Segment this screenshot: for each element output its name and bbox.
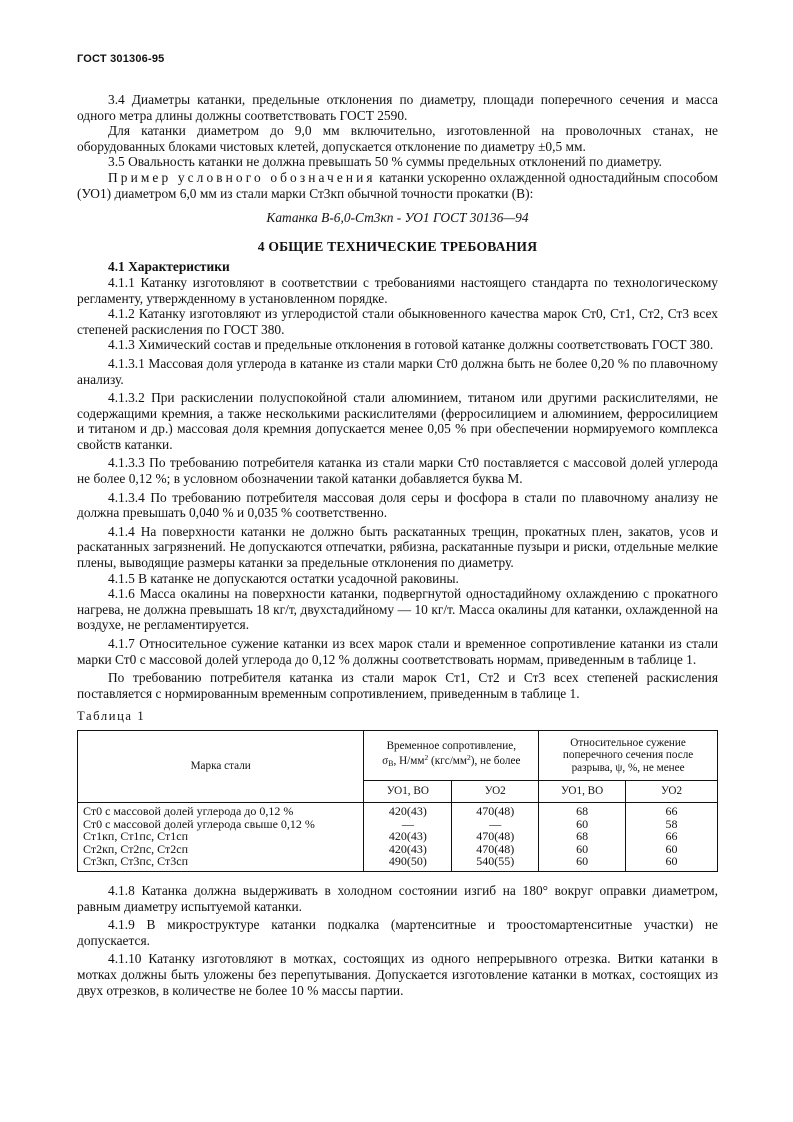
cell-grade: Ст0 с массовой долей углерода свыше 0,12 % [78, 818, 364, 831]
cell-strength-uo1: 420(43) [364, 830, 452, 843]
cell-narrowing-uo2: 66 [626, 830, 718, 843]
para-4-1-10: 4.1.10 Катанку изготовляют в мотках, состоящих из одного непрерывного отрезка. Витки катанки в мотках должны быть уложены без перепутывания. Допускается изготовление катанки в мотках, состоящих из двух отрезков, в количестве не более 10 % массы партии. [77, 951, 718, 998]
para-4-1-7: 4.1.7 Относительное сужение катанки из всех марок стали и временное сопротивление катанки из стали марки Ст0 с массовой долей углерода до 0,12 % должны соответствовать нормам, приведенным в таблице 1. [77, 636, 718, 667]
example-label: Пример условного обозначения [108, 169, 376, 185]
para-4-1-5: 4.1.5 В катанке не допускаются остатки усадочной раковины. [108, 570, 459, 586]
example-designation: Катанка В-6,0-Ст3кп - УО1 ГОСТ 30136—94 [266, 210, 529, 226]
col-header-strength [364, 730, 539, 780]
table-row [78, 830, 718, 843]
cell-strength-uo1: — [364, 818, 452, 831]
para-4-1-3-3: 4.1.3.3 По требованию потребителя катанка из стали марки Ст0 поставляется с массовой долей углерода не более 0,12 %; в условном обозначении такой катанки добавляется буква М. [77, 455, 718, 487]
col-header-strength-c: (кгс/мм [428, 755, 467, 768]
col-header-strength-sup1: 2 [424, 753, 429, 763]
cell-strength-uo2: 470(48) [452, 802, 539, 817]
cell-strength-uo1: 420(43) [364, 802, 452, 817]
cell-grade: Ст2кп, Ст2пс, Ст2сп [78, 843, 364, 856]
subheader-strength-uo2: УО2 [452, 780, 539, 802]
cell-strength-uo1: 420(43) [364, 843, 452, 856]
cell-narrowing-uo2: 60 [626, 855, 718, 871]
cell-narrowing-uo2: 66 [626, 802, 718, 817]
para-4-1-8: 4.1.8 Катанка должна выдерживать в холодном состоянии изгиб на 180° вокруг оправки диаметром, равным диаметру испытуемой катанки. [77, 882, 718, 914]
para-4-1-7-extra: По требованию потребителя катанка из стали марок Ст1, Ст2 и Ст3 всех степеней раскисления поставляется с нормированным временным сопротивлением, приведенным в таблице 1. [77, 670, 718, 701]
cell-strength-uo2: — [452, 818, 539, 831]
cell-strength-uo1: 490(50) [364, 855, 452, 871]
para-3-5: 3.5 Овальность катанки не должна превышать 50 % суммы предельных отклонений по диаметру. [108, 154, 662, 170]
para-4-1-6: 4.1.6 Масса окалины на поверхности катанки, подвергнутой одностадийному охлаждению с прокатного нагрева, не должна превышать 18 кг/т, двухстадийному — 10 кг/т. Масса окалины для катанки, охлажденной на воздухе, не регламентируется. [77, 586, 718, 633]
col-header-strength-sigma: σ [382, 755, 389, 768]
cell-strength-uo2: 470(48) [452, 843, 539, 856]
col-header-strength-b: , Н/мм [393, 755, 425, 768]
para-4-1-3-1: 4.1.3.1 Массовая доля углерода в катанке из стали марки Ст0 должна быть не более 0,20 % по плавочному анализу. [77, 355, 718, 387]
para-3-4: 3.4 Диаметры катанки, предельные отклонения по диаметру, площади поперечного сечения и масса одного метра длины должны соответствовать ГОСТ 2590. [77, 92, 718, 123]
table-row [78, 855, 718, 871]
para-4-1-2: 4.1.2 Катанку изготовляют из углеродистой стали обыкновенного качества марок Ст0, Ст1, Ст2, Ст3 всех степеней раскисления по ГОСТ 380. [77, 306, 718, 337]
para-4-1-3-4: 4.1.3.4 По требованию потребителя массовая доля серы и фосфора в стали по плавочному анализу не должна превышать 0,040 % и 0,035 % соответственно. [77, 489, 718, 521]
para-4-1-3-2: 4.1.3.2 При раскислении полуспокойной стали алюминием, титаном или другими раскислителями, не содержащими кремния, а также несколькими раскислителями (ферросилицием и алюминием, ферросилицием и титаном и др.) массовая доля кремния допускается менее 0,05 % при обеспечении нормируемого комплекса свойств катанки. [77, 390, 718, 452]
para-4-1-9: 4.1.9 В микроструктуре катанки подкалка (мартенситные и троостомартенситные участки) не допускается. [77, 917, 718, 948]
document-code-header: ГОСТ 301306-95 [77, 53, 165, 65]
cell-narrowing-uo2: 60 [626, 843, 718, 856]
document-body [77, 92, 718, 998]
cell-narrowing-uo1: 60 [539, 843, 626, 856]
cell-grade: Ст1кп, Ст1пс, Ст1сп [78, 830, 364, 843]
cell-strength-uo2: 540(55) [452, 855, 539, 871]
cell-narrowing-uo1: 68 [539, 830, 626, 843]
section-4-title: 4 ОБЩИЕ ТЕХНИЧЕСКИЕ ТРЕБОВАНИЯ [257, 238, 538, 254]
para-4-1-1: 4.1.1 Катанку изготовляют в соответствии с требованиями настоящего стандарта по технологическому регламенту, утвержденному в установленном порядке. [77, 274, 718, 306]
col-header-grade: Марка стали [78, 730, 364, 802]
col-header-strength-sigma-sub: В [388, 759, 394, 769]
col-header-narrowing: Относительное сужение поперечного сечения после разрыва, ψ, %, не менее [539, 730, 718, 780]
subheader-narrowing-uo2: УО2 [626, 780, 718, 802]
table-1-caption: Таблица 1 [77, 709, 146, 724]
cell-narrowing-uo2: 58 [626, 818, 718, 831]
para-3-4-note: Для катанки диаметром до 9,0 мм включительно, изготовленной на проволочных станах, не оборудованных блоками чистовых клетей, допускается отклонение по диаметру ±0,5 мм. [77, 123, 718, 154]
col-header-strength-d: ), не более [470, 755, 521, 768]
subsection-4-1-title: 4.1 Характеристики [108, 259, 230, 275]
col-header-strength-sup2: 2 [466, 753, 471, 763]
example-intro-text: катанки ускоренно охлажденной одностадийным способом (УО1) диаметром 6,0 мм из стали марки Ст3кп обычной точности прокатки (В): [77, 169, 719, 201]
cell-strength-uo2: 470(48) [452, 830, 539, 843]
col-header-strength-a: Временное сопротивление, [386, 739, 516, 752]
table-1 [77, 730, 718, 872]
cell-grade: Ст3кп, Ст3пс, Ст3сп [78, 855, 364, 871]
para-4-1-4: 4.1.4 На поверхности катанки не должно быть раскатанных трещин, прокатных плен, закатов, усов и раскатанных загрязнений. Не допускаются отпечатки, рябизна, раскатанные пузыри и риски, отдельные мелкие плены, выводящие размеры катанки за предельные отклонения по диаметру. [77, 523, 718, 571]
cell-grade: Ст0 с массовой долей углерода до 0,12 % [78, 802, 364, 817]
cell-narrowing-uo1: 60 [539, 855, 626, 871]
para-4-1-3: 4.1.3 Химический состав и предельные отклонения в готовой катанке должны соответствовать ГОСТ 380. [108, 337, 714, 353]
para-example-intro [77, 170, 718, 201]
subheader-narrowing-uo1: УО1, ВО [539, 780, 626, 802]
table-row [78, 802, 718, 817]
cell-narrowing-uo1: 68 [539, 802, 626, 817]
subheader-strength-uo1: УО1, ВО [364, 780, 452, 802]
cell-narrowing-uo1: 60 [539, 818, 626, 831]
